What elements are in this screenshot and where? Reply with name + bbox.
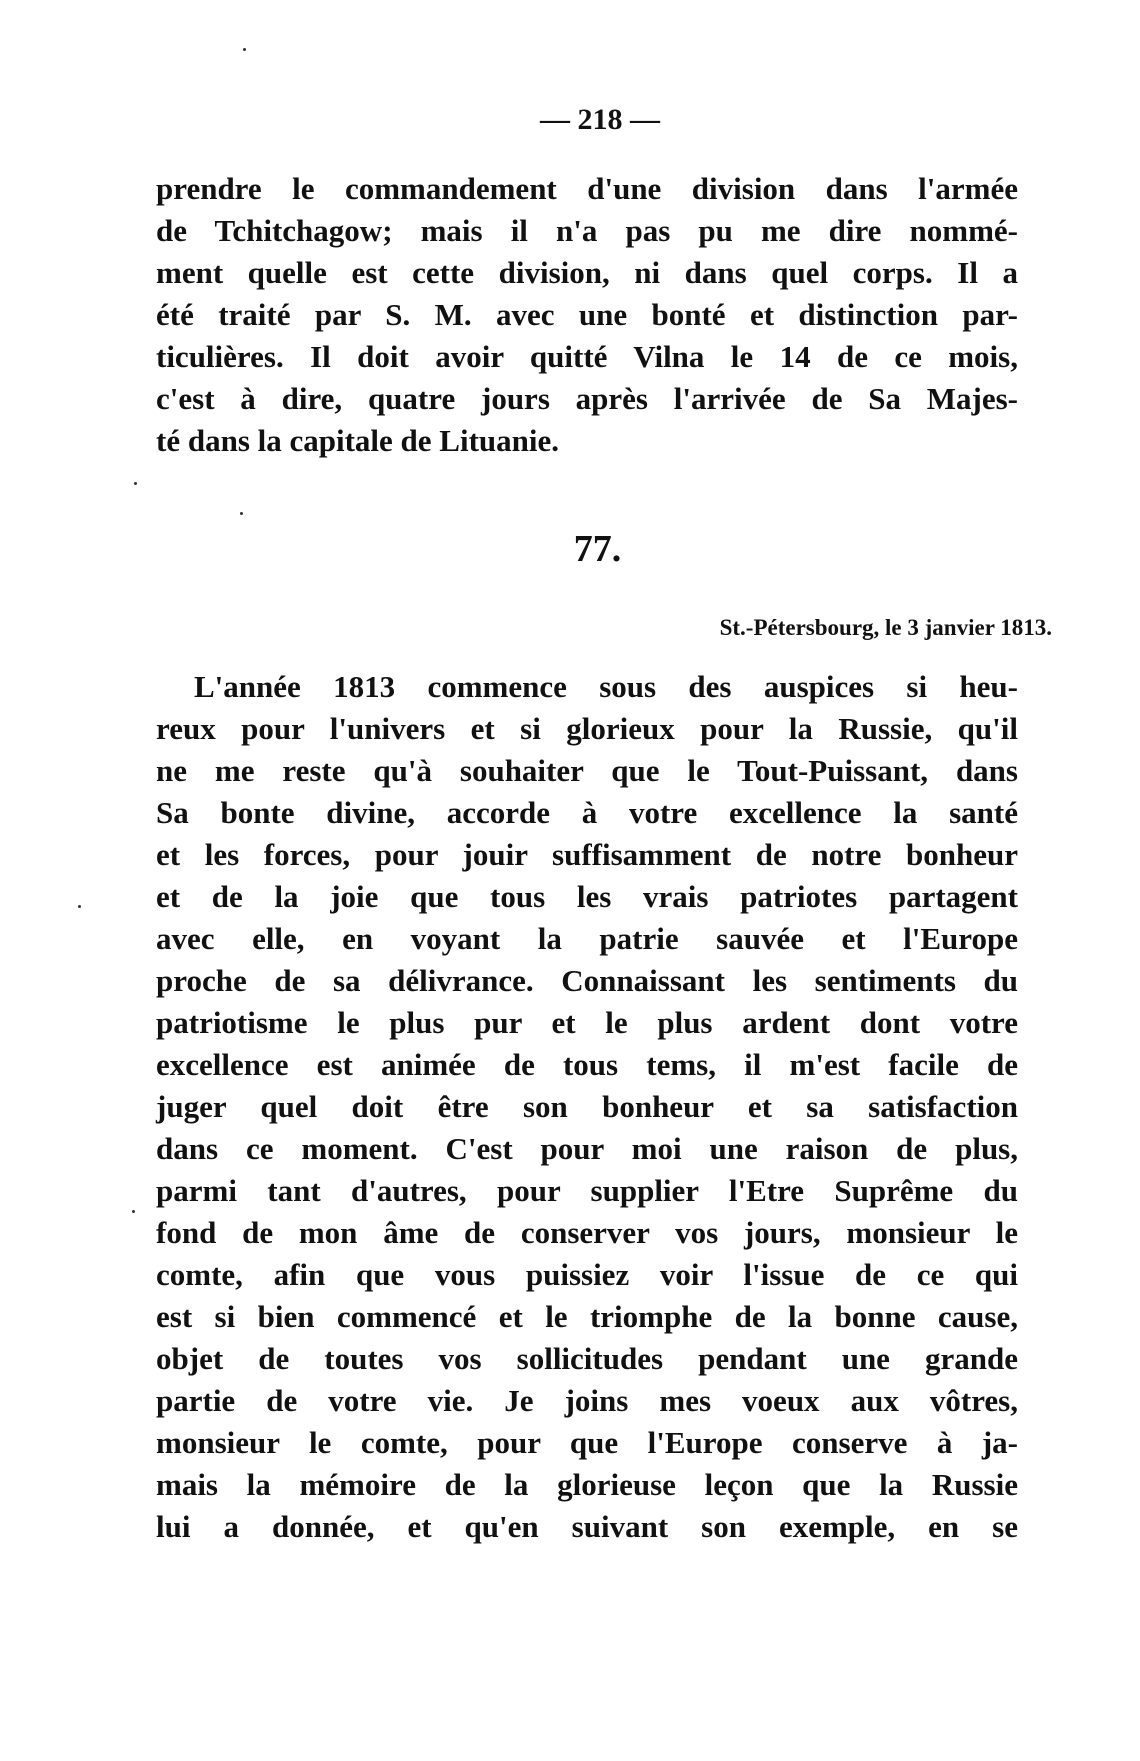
text-line: avec elle, en voyant la patrie sauvée et l'Europe	[156, 921, 1018, 956]
text-line: partie de votre vie. Je joins mes voeux aux vôtres,	[156, 1383, 1018, 1418]
page-number: — 218 —	[540, 103, 660, 136]
letter-body	[156, 666, 1018, 1548]
text-line: fond de mon âme de conserver vos jours, monsieur le	[156, 1215, 1018, 1250]
text-line: ticulières. Il doit avoir quitté Vilna le 14 de ce mois,	[156, 339, 1018, 374]
dateline: St.-Pétersbourg, le 3 janvier 1813.	[719, 615, 1052, 640]
scan-speck	[78, 905, 81, 908]
text-line: reux pour l'univers et si glorieux pour la Russie, qu'il	[156, 711, 1018, 746]
text-line: et les forces, pour jouir suffisamment de notre bonheur	[156, 837, 1018, 872]
text-line: été traité par S. M. avec une bonté et distinction par-	[156, 297, 1018, 332]
text-line: patriotisme le plus pur et le plus ardent dont votre	[156, 1005, 1018, 1040]
text-line: est si bien commencé et le triomphe de la bonne cause,	[156, 1299, 1018, 1334]
text-line: monsieur le comte, pour que l'Europe conserve à ja-	[156, 1425, 1018, 1460]
text-line: objet de toutes vos sollicitudes pendant une grande	[156, 1341, 1018, 1376]
text-line: té dans la capitale de Lituanie.	[156, 423, 560, 458]
text-line: c'est à dire, quatre jours après l'arrivée de Sa Majes-	[156, 381, 1018, 416]
text-line: proche de sa délivrance. Connaissant les sentiments du	[156, 963, 1018, 998]
text-line: L'année 1813 commence sous des auspices si heu-	[194, 669, 1018, 704]
text-line: ment quelle est cette division, ni dans quel corps. Il a	[156, 255, 1018, 290]
scan-speck	[132, 1210, 135, 1213]
text-line: excellence est animée de tous tems, il m'est facile de	[156, 1047, 1018, 1082]
text-line: parmi tant d'autres, pour supplier l'Etre Suprême du	[156, 1173, 1018, 1208]
scan-speck	[243, 48, 246, 51]
scan-speck	[134, 482, 137, 485]
text-line: dans ce moment. C'est pour moi une raison de plus,	[156, 1131, 1018, 1166]
text-line: mais la mémoire de la glorieuse leçon que la Russie	[156, 1467, 1018, 1502]
text-line: juger quel doit être son bonheur et sa satisfaction	[156, 1089, 1018, 1124]
scan-speck	[240, 512, 243, 515]
text-line: de Tchitchagow; mais il n'a pas pu me dire nommé-	[156, 213, 1018, 248]
text-line: prendre le commandement d'une division dans l'armée	[156, 171, 1018, 206]
text-line: comte, afin que vous puissiez voir l'issue de ce qui	[156, 1257, 1018, 1292]
paragraph-continued	[156, 168, 1018, 462]
text-line: lui a donnée, et qu'en suivant son exemple, en se	[156, 1509, 1018, 1544]
text-line: Sa bonte divine, accorde à votre excellence la santé	[156, 795, 1018, 830]
letter-number: 77.	[573, 528, 622, 570]
text-line: et de la joie que tous les vrais patriotes partagent	[156, 879, 1018, 914]
text-line: ne me reste qu'à souhaiter que le Tout-Puissant, dans	[156, 753, 1018, 788]
